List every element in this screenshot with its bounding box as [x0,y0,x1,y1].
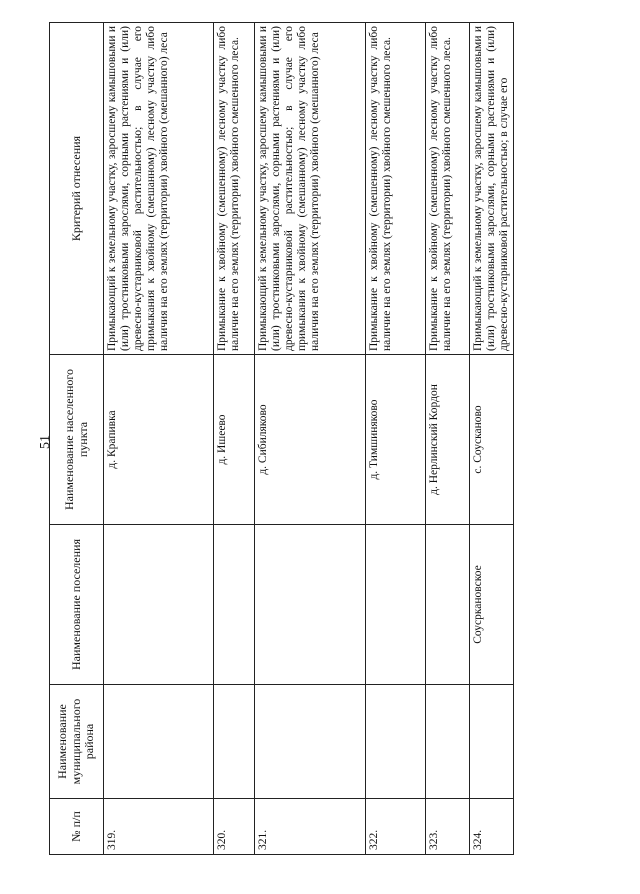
row-settlement [366,525,426,685]
header-locality: Наименование населенного пункта [50,355,104,525]
row-locality: д. Тимшиняково [366,355,426,525]
row-locality: д. Сибиляково [255,355,366,525]
row-num: 321. [255,799,366,855]
row-district [470,685,514,799]
table-row [104,23,214,855]
row-district [214,685,255,799]
row-district [104,685,214,799]
table-row [214,23,255,855]
table-row [426,23,470,855]
table-header-row [50,23,104,855]
row-criterion: Примыкающий к земельному участку, заросшему камышовыми и (или) тростниковыми зарослями, сорными растениями и (или) древесно-кустарниковой растительностью; в случае его [470,23,514,355]
table-row [470,23,514,855]
header-district: Наименование муниципального района [50,685,104,799]
header-settlement: Наименование поселения [50,525,104,685]
row-settlement [426,525,470,685]
row-settlement [255,525,366,685]
row-district [426,685,470,799]
row-locality: д. Нерлинский Кордон [426,355,470,525]
row-criterion: Примыкание к хвойному (смешенному) лесному участку либо наличие на его землях (территории) хвойного смешенного леса. [426,23,470,355]
table-row [366,23,426,855]
table-row [255,23,366,855]
row-locality: с. Соусканово [470,355,514,525]
row-num: 322. [366,799,426,855]
row-locality: д. Крапивка [104,355,214,525]
row-num: 323. [426,799,470,855]
row-district [255,685,366,799]
row-criterion: Примыкание к хвойному (смешенному) лесному участку либо наличие на его землях (территории) хвойного смешенного леса. [214,23,255,355]
row-num: 319. [104,799,214,855]
row-criterion: Примыкающий к земельному участку, заросшему камышовыми и (или) тростниковыми зарослями, сорными растениями и (или) древесно-кустарниковой растительностью; в случае его примыкания к хвойному (смешанному) лесному участку либо наличия на его землях (территории) хвойного (смешанного) леса [255,23,366,355]
row-num: 324. [470,799,514,855]
criteria-table [49,22,514,855]
header-criterion: Критерий отнесения [50,23,104,355]
page-number: 51 [38,435,53,449]
row-settlement: Соусркановское [470,525,514,685]
rotated-table-container [49,23,510,855]
row-num: 320. [214,799,255,855]
row-criterion: Примыкающий к земельному участку, заросшему камышовыми и (или) тростниковыми зарослями, сорными растениями и (или) древесно-кустарниковой растительностью; в случае его примыкания к хвойному (смешанному) лесному участку либо наличия на его землях (территории) хвойного (смешанного) леса [104,23,214,355]
row-locality: д. Ишеево [214,355,255,525]
header-num: № п/п [50,799,104,855]
row-settlement [104,525,214,685]
row-settlement [214,525,255,685]
row-district [366,685,426,799]
row-criterion: Примыкание к хвойному (смешенному) лесному участку либо наличие на его землях (территории) хвойного смешенного леса. [366,23,426,355]
